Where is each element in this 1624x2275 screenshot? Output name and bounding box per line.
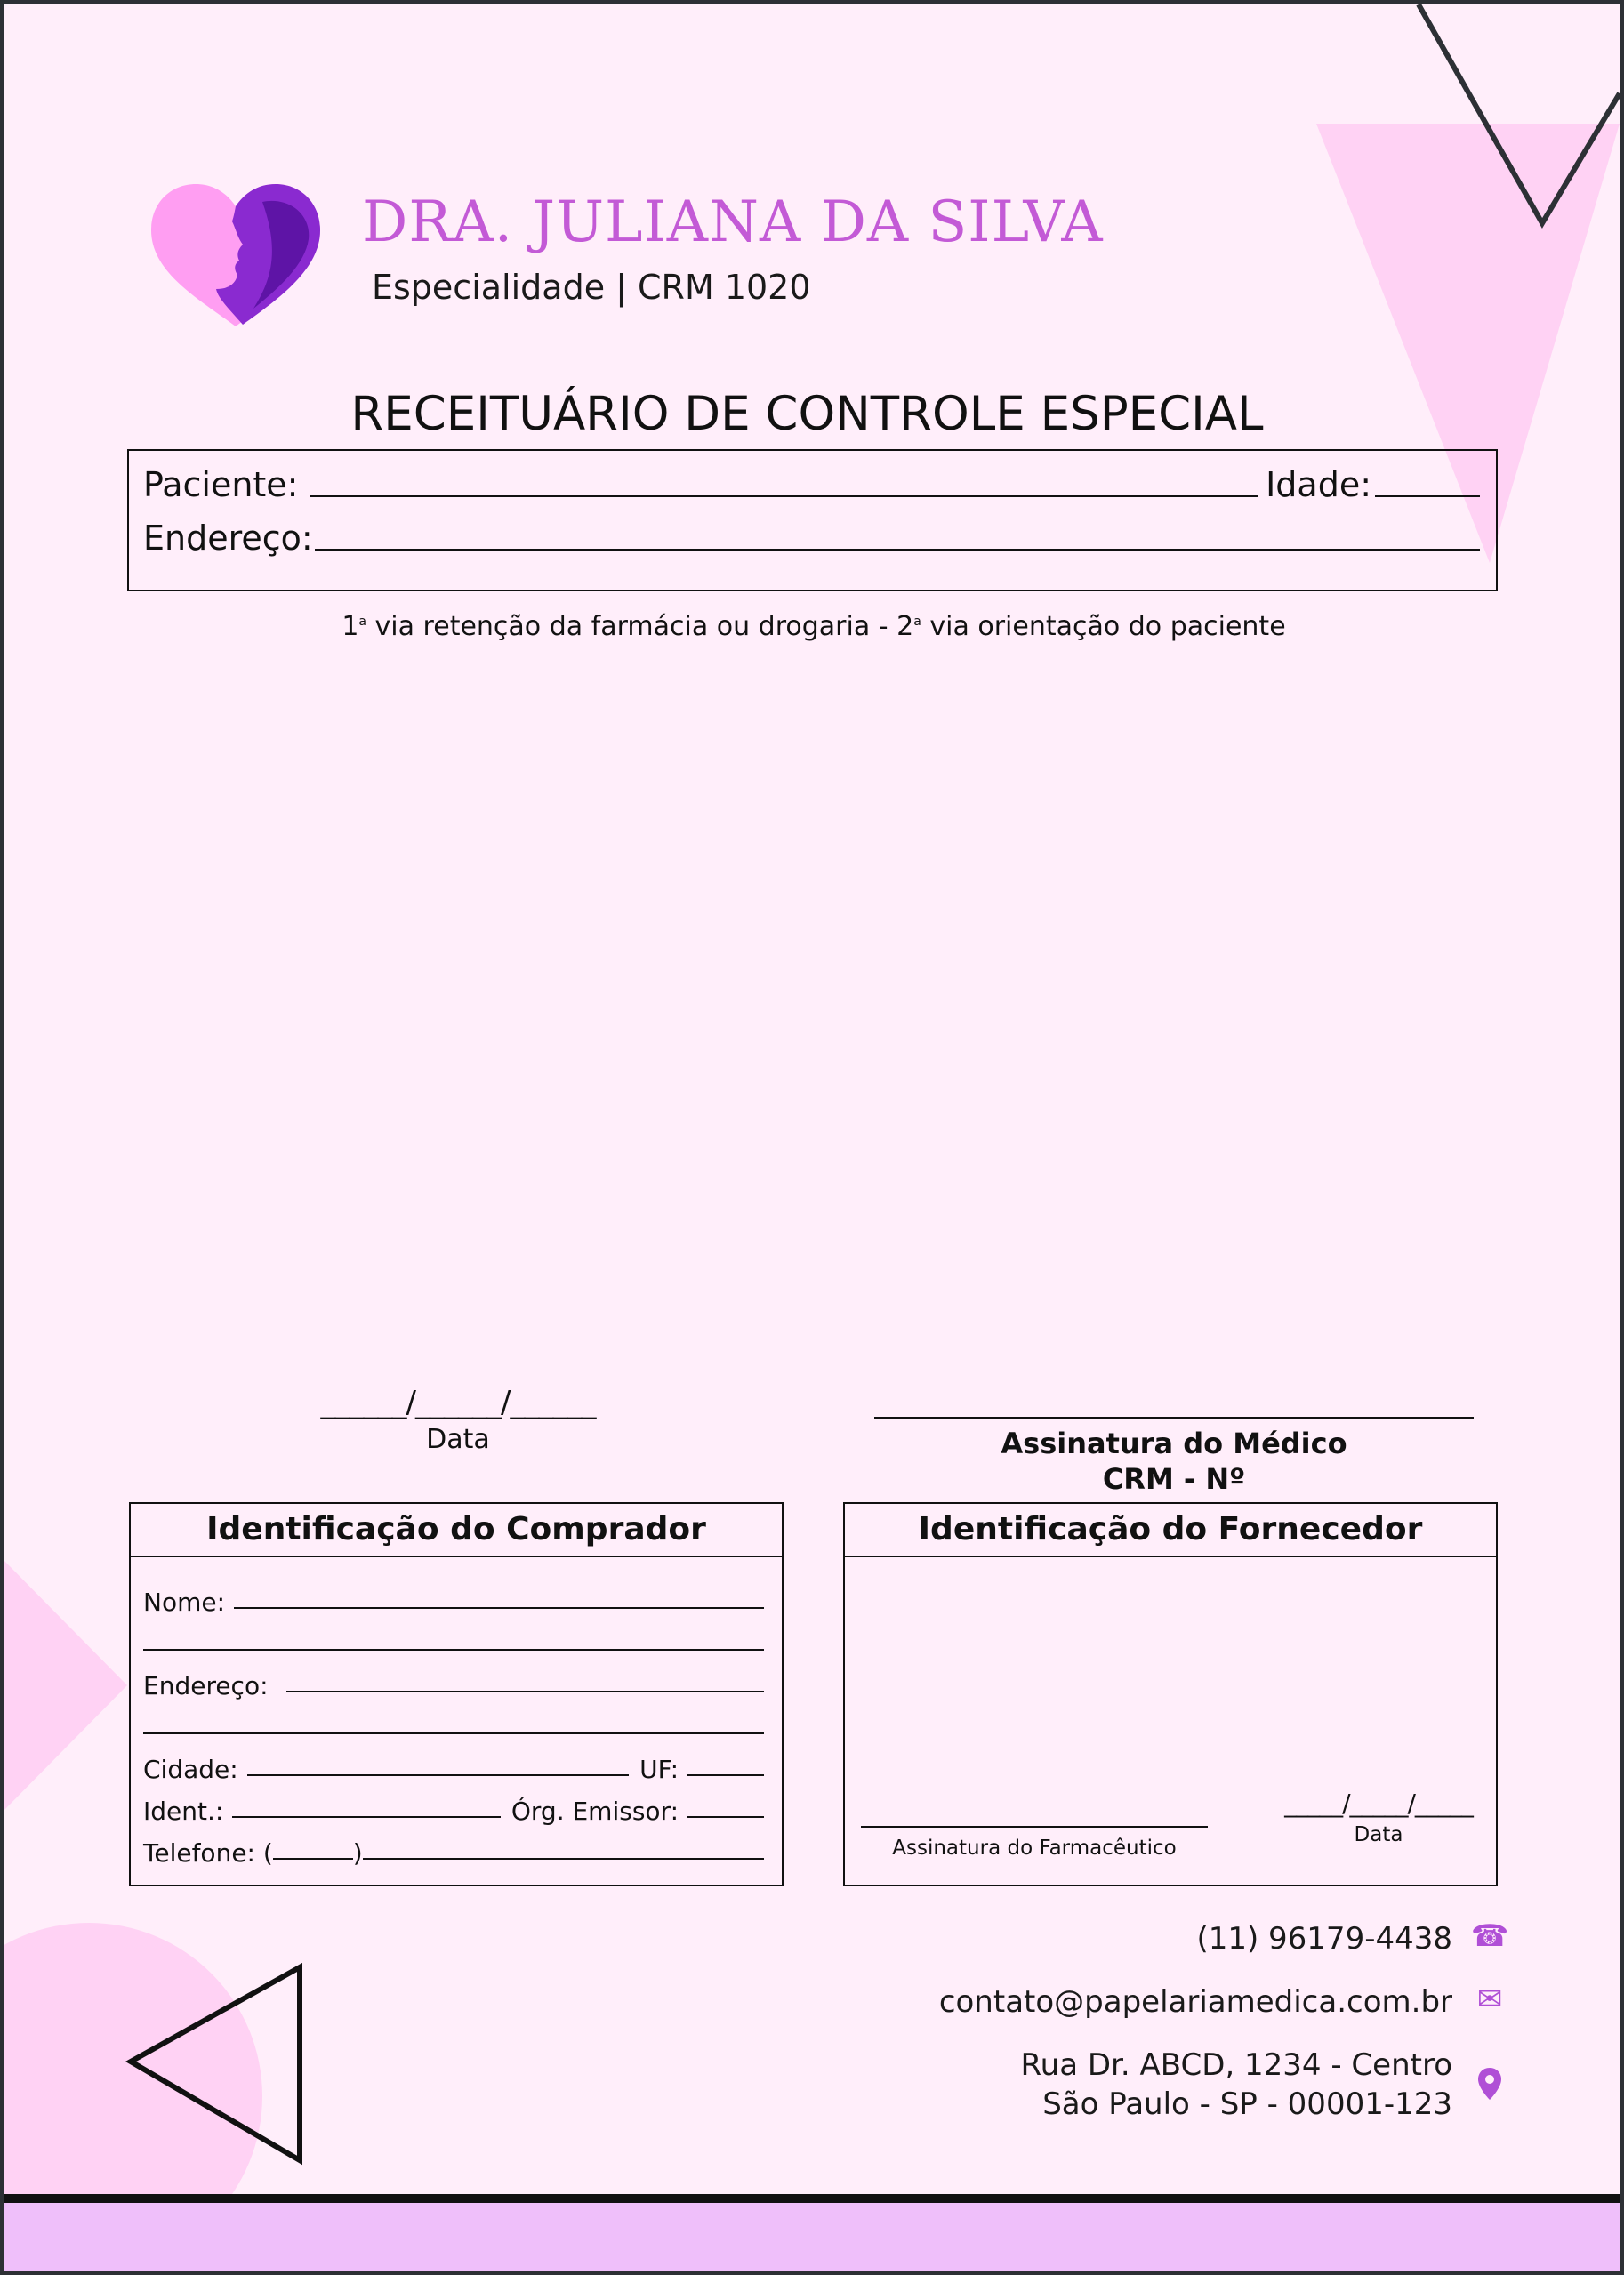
email-icon: ✉	[1476, 1982, 1503, 2017]
pharmacist-signature-line	[861, 1817, 1208, 1828]
doctor-specialty-crm: Especialidade | CRM 1020	[372, 268, 811, 307]
date-label: Data	[426, 1424, 490, 1455]
deco-triangle-pink-left	[4, 1561, 127, 1810]
via-note-part2: via retenção da farmácia ou drogaria - 2	[366, 611, 914, 642]
via-note	[4, 611, 1623, 642]
via-note-part1: 1	[342, 611, 359, 642]
buyer-ident-line[interactable]	[232, 1816, 501, 1818]
crm-label: CRM - Nº	[1102, 1462, 1246, 1496]
phone-icon: ☎	[1470, 1918, 1509, 1954]
address-label: Endereço:	[143, 519, 313, 558]
contact-email: contato@papelariamedica.com.br	[938, 1984, 1452, 2020]
doctor-signature-label: Assinatura do Médico	[1001, 1427, 1347, 1460]
buyer-identification-box	[129, 1502, 784, 1886]
patient-label: Paciente:	[143, 465, 299, 504]
buyer-uf-line[interactable]	[687, 1774, 764, 1776]
buyer-address-label: Endereço:	[143, 1671, 269, 1700]
location-pin-icon	[1475, 2066, 1504, 2102]
form-title: RECEITUÁRIO DE CONTROLE ESPECIAL	[350, 387, 1264, 441]
buyer-address-row	[143, 1659, 764, 1700]
contact-address-line1: Rua Dr. ABCD, 1234 - Centro	[1020, 2047, 1452, 2083]
buyer-name-row	[143, 1575, 764, 1617]
buyer-phone-line[interactable]	[363, 1858, 764, 1860]
buyer-city-label: Cidade:	[143, 1755, 238, 1784]
supplier-date-label: Data	[1354, 1823, 1403, 1846]
patient-name-line[interactable]	[310, 494, 1259, 497]
doctor-signature-block[interactable]	[867, 1392, 1481, 1497]
age-line[interactable]	[1375, 494, 1480, 497]
buyer-name-label: Nome:	[143, 1588, 226, 1617]
heart-logo-icon	[147, 175, 325, 335]
date-placeholder: ______/______/______	[320, 1385, 596, 1420]
buyer-name-line[interactable]	[234, 1607, 764, 1609]
buyer-city-line[interactable]	[247, 1774, 629, 1776]
doctor-signature-line	[874, 1392, 1474, 1419]
contact-address	[1021, 2046, 1452, 2124]
buyer-issuer-label: Órg. Emissor:	[511, 1797, 679, 1826]
buyer-address-line[interactable]	[286, 1691, 764, 1692]
buyer-address-row-2	[143, 1700, 764, 1742]
buyer-city-row	[143, 1742, 764, 1784]
buyer-ident-label: Ident.:	[143, 1797, 224, 1826]
address-line[interactable]	[315, 548, 1480, 551]
supplier-date-placeholder: _____/_____/_____	[1284, 1789, 1473, 1818]
buyer-fields	[143, 1575, 764, 1868]
buyer-phone-label: Telefone: (	[143, 1838, 273, 1868]
supplier-box-title: Identificação do Fornecedor	[845, 1504, 1496, 1557]
buyer-ident-row	[143, 1784, 764, 1826]
via-note-sup1: a	[358, 615, 367, 629]
doctor-name: DRA. JULIANA DA SILVA	[362, 189, 1104, 255]
buyer-uf-label: UF:	[639, 1755, 679, 1784]
buyer-phone-row	[143, 1826, 764, 1868]
pharmacist-signature-field[interactable]	[861, 1817, 1208, 1860]
buyer-issuer-line[interactable]	[687, 1816, 764, 1818]
contact-address-line2: São Paulo - SP - 00001-123	[1042, 2086, 1452, 2122]
contact-phone: (11) 96179-4438	[1196, 1921, 1452, 1957]
buyer-address-line-2[interactable]	[143, 1732, 764, 1734]
via-note-part3: via orientação do paciente	[921, 611, 1286, 642]
supplier-date-field[interactable]	[1272, 1789, 1485, 1846]
prescription-date-field[interactable]	[320, 1385, 596, 1455]
patient-row	[143, 465, 1480, 504]
buyer-phone-close: )	[352, 1838, 363, 1868]
address-row	[143, 519, 1480, 558]
via-note-sup2: a	[913, 615, 921, 629]
supplier-identification-box	[843, 1502, 1498, 1886]
pharmacist-signature-label: Assinatura do Farmacêutico	[892, 1837, 1177, 1860]
footer-bar	[4, 2194, 1620, 2271]
patient-box	[127, 449, 1498, 591]
buyer-box-title: Identificação do Comprador	[131, 1504, 782, 1557]
buyer-phone-area-line[interactable]	[273, 1858, 353, 1860]
age-label: Idade:	[1266, 465, 1371, 504]
buyer-name-line-2[interactable]	[143, 1649, 764, 1651]
buyer-name-row-2	[143, 1617, 764, 1659]
